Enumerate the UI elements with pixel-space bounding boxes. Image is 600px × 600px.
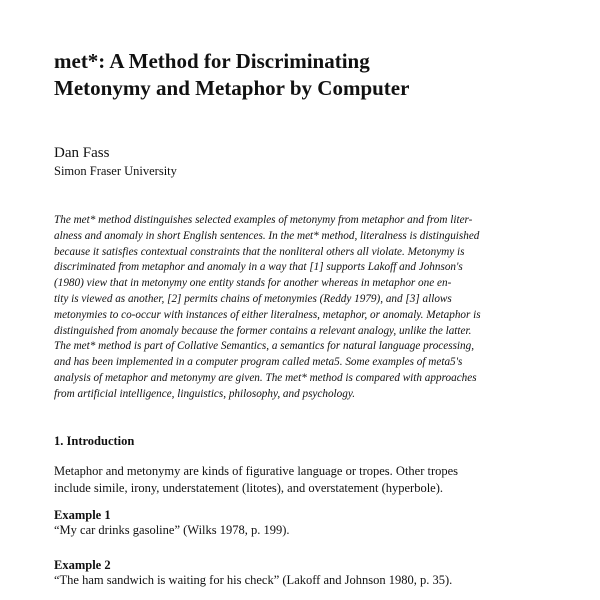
abstract-line: (1980) view that in metonymy one entity stands for another whereas in metaphor one en- [54, 277, 452, 290]
title-line: Metonymy and Metaphor by Computer [54, 76, 410, 100]
author-name: Dan Fass [54, 145, 110, 161]
intro-paragraph [54, 463, 546, 497]
abstract-line: metonymies to co-occur with instances of either literalness, metaphor, or anomaly. Metaphor is [54, 308, 481, 321]
abstract-line: The met* method is part of Collative Semantics, a semantics for natural language processing, [54, 340, 475, 353]
abstract-line: discriminated from metaphor and anomaly in a way that [1] supports Lakoff and Johnson's [54, 261, 463, 274]
abstract-line: analysis of metaphor and metonymy are given. The met* method is compared with approaches [54, 371, 477, 384]
example-1-label: Example 1 [54, 508, 111, 522]
abstract-line: from artificial intelligence, linguistics, philosophy, and psychology. [54, 387, 355, 400]
abstract [54, 213, 546, 403]
example-2-text: “The ham sandwich is waiting for his check” (Lakoff and Johnson 1980, p. 35). [54, 573, 453, 587]
abstract-line: distinguished from anomaly because the former contains a relevant analogy, unlike the latter. [54, 324, 472, 337]
intro-line: include simile, irony, understatement (litotes), and overstatement (hyperbole). [54, 481, 444, 495]
paper-title [54, 48, 554, 102]
intro-line: Metaphor and metonymy are kinds of figurative language or tropes. Other tropes [54, 464, 459, 478]
example-1-text: “My car drinks gasoline” (Wilks 1978, p. 199). [54, 523, 290, 537]
section-heading-introduction: 1. Introduction [54, 434, 135, 448]
author-affiliation: Simon Fraser University [54, 164, 177, 178]
title-line: met*: A Method for Discriminating [54, 49, 370, 73]
abstract-line: alness and anomaly in short English sentences. In the met* method, literalness is distinguished [54, 229, 480, 242]
abstract-line: and has been implemented in a computer program called meta5. Some examples of meta5's [54, 356, 463, 369]
abstract-line: The met* method distinguishes selected examples of metonymy from metaphor and from liter- [54, 214, 473, 226]
example-2-label: Example 2 [54, 558, 111, 572]
abstract-line: tity is viewed as another, [2] permits chains of metonymies (Reddy 1979), and [3] allows [54, 292, 452, 305]
abstract-line: because it satisfies contextual constraints that the nonliteral others all violate. Metonymy is [54, 245, 465, 258]
